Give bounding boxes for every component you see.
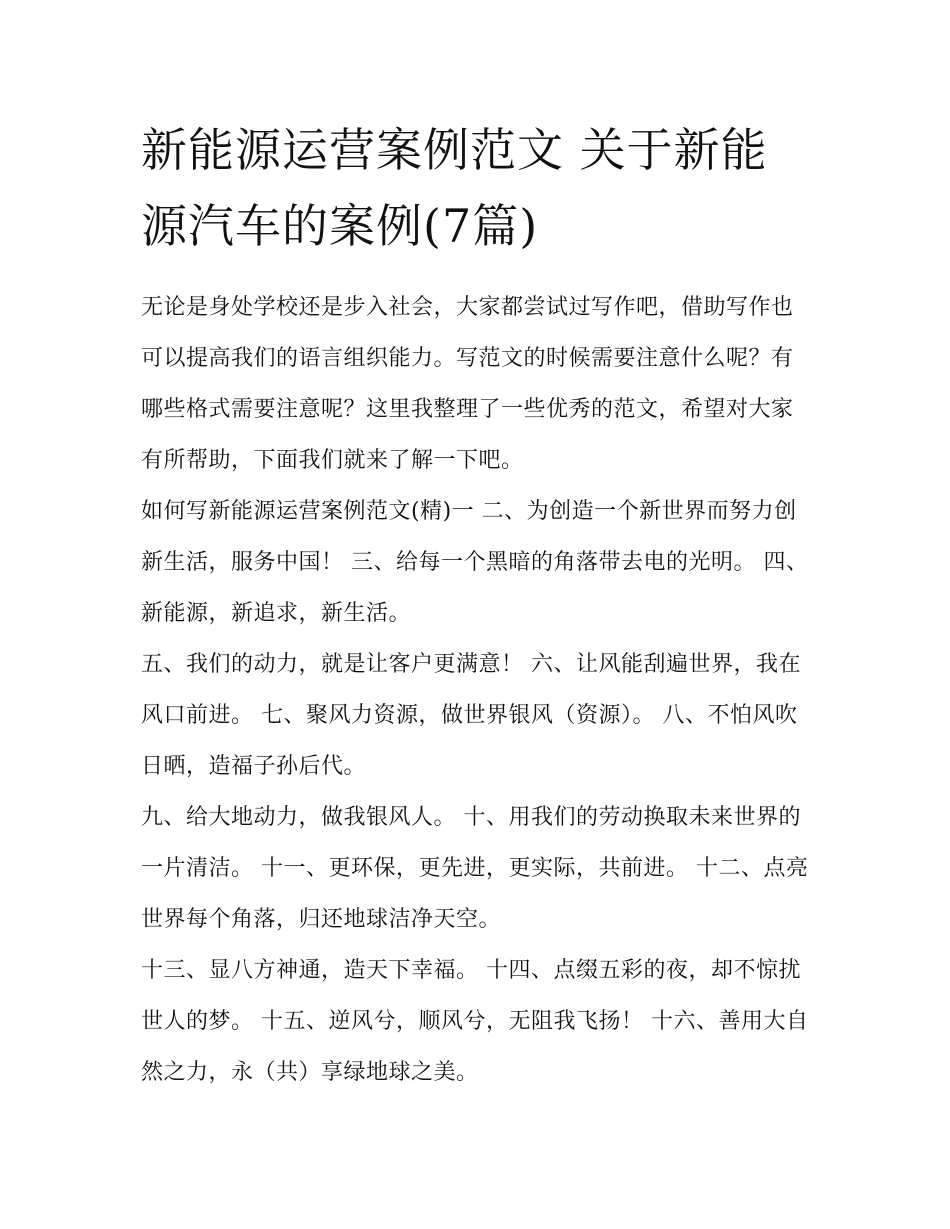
paragraph-slogans-4: 十三、显八方神通，造天下幸福。 十四、点缀五彩的夜，却不惊扰世人的梦。 十五、逆风兮，顺风兮，无阻我飞扬！ 十六、善用大自然之力，永（共）享绿地球之美。 <box>141 958 809 1085</box>
paragraph-slogans-2: 五、我们的动力，就是让客户更满意！ 六、让风能刮遍世界，我在风口前进。 七、聚风力资源，做世界银风（资源）。 八、不怕风吹日晒，造福子孙后代。 <box>141 652 801 779</box>
document-title: 新能源运营案例范文 关于新能源汽车的案例(7篇) <box>141 123 768 253</box>
paragraph-slogans-1: 如何写新能源运营案例范文(精)一 二、为创造一个新世界而努力创新生活，服务中国！ 三、给每一个黑暗的角落带去电的光明。 四、新能源，新追求，新生活。 <box>141 499 809 626</box>
paragraph-slogans-3: 九、给大地动力，做我银风人。 十、用我们的劳动换取未来世界的一片清洁。 十一、更环保，更先进，更实际，共前进。 十二、点亮世界每个角落，归还地球洁净天空。 <box>141 805 809 932</box>
document-body <box>141 112 811 1098</box>
paragraph-intro: 无论是身处学校还是步入社会，大家都尝试过写作吧，借助写作也可以提高我们的语言组织能力。写范文的时候需要注意什么呢？有哪些格式需要注意呢？这里我整理了一些优秀的范文，希望对大家有所帮助，下面我们就来了解一下吧。 <box>141 295 794 473</box>
